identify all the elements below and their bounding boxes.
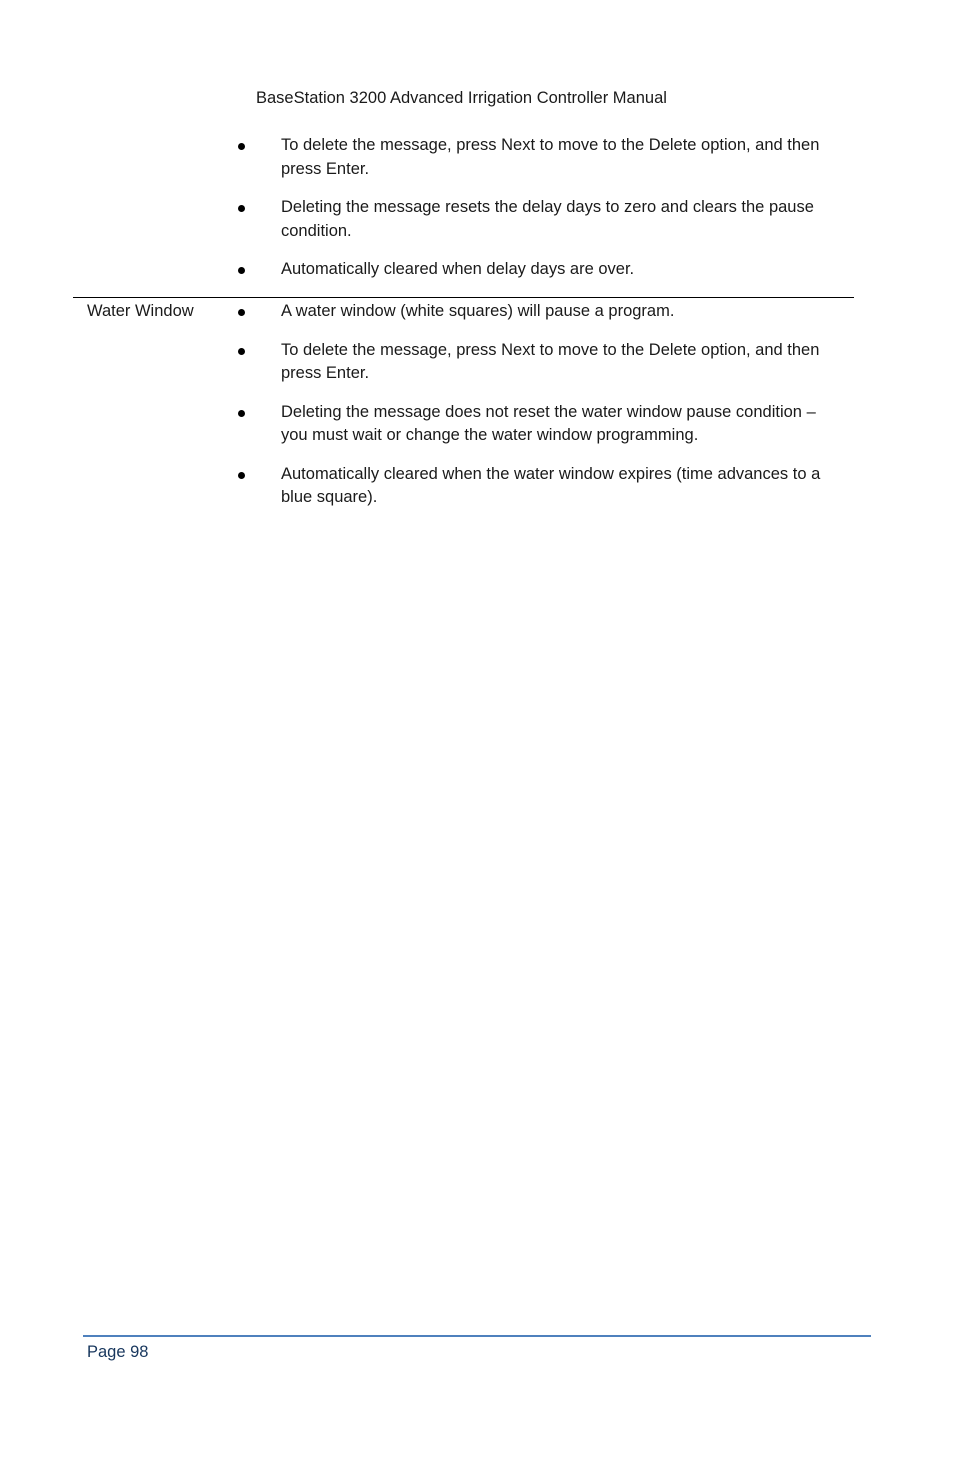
list-item-text: A water window (white squares) will pause a program. [281, 302, 675, 320]
list-item-text: To delete the message, press Next to move to the Delete option, and then press Enter. [281, 340, 820, 382]
list-item [236, 134, 836, 181]
list-item-text: To delete the message, press Next to move to the Delete option, and then press Enter. [281, 136, 820, 178]
list-item [236, 463, 836, 510]
bullet-icon [238, 410, 245, 417]
table-row-divider [73, 297, 854, 298]
page-number: Page 98 [87, 1343, 149, 1361]
list-item-text: Deleting the message resets the delay days to zero and clears the pause condition. [281, 198, 814, 240]
list-item [236, 401, 836, 448]
bullet-icon [238, 309, 245, 316]
bullet-icon [238, 267, 245, 274]
table-row-label: Water Window [87, 302, 194, 320]
bullet-icon [238, 143, 245, 150]
footer-divider [83, 1335, 871, 1337]
bullet-icon [238, 205, 245, 212]
list-item-text: Automatically cleared when the water window expires (time advances to a blue square). [281, 464, 821, 506]
bullet-list-water-window [236, 300, 836, 525]
list-item [236, 258, 836, 282]
list-item [236, 300, 836, 324]
page-header-title: BaseStation 3200 Advanced Irrigation Controller Manual [256, 89, 667, 107]
bullet-icon [238, 348, 245, 355]
bullet-icon [238, 472, 245, 479]
list-item-text: Deleting the message does not reset the water window pause condition – you must wait or change the water window programming. [281, 402, 816, 444]
bullet-list-continued [236, 134, 836, 297]
list-item [236, 339, 836, 386]
list-item [236, 196, 836, 243]
list-item-text: Automatically cleared when delay days are over. [281, 260, 635, 278]
